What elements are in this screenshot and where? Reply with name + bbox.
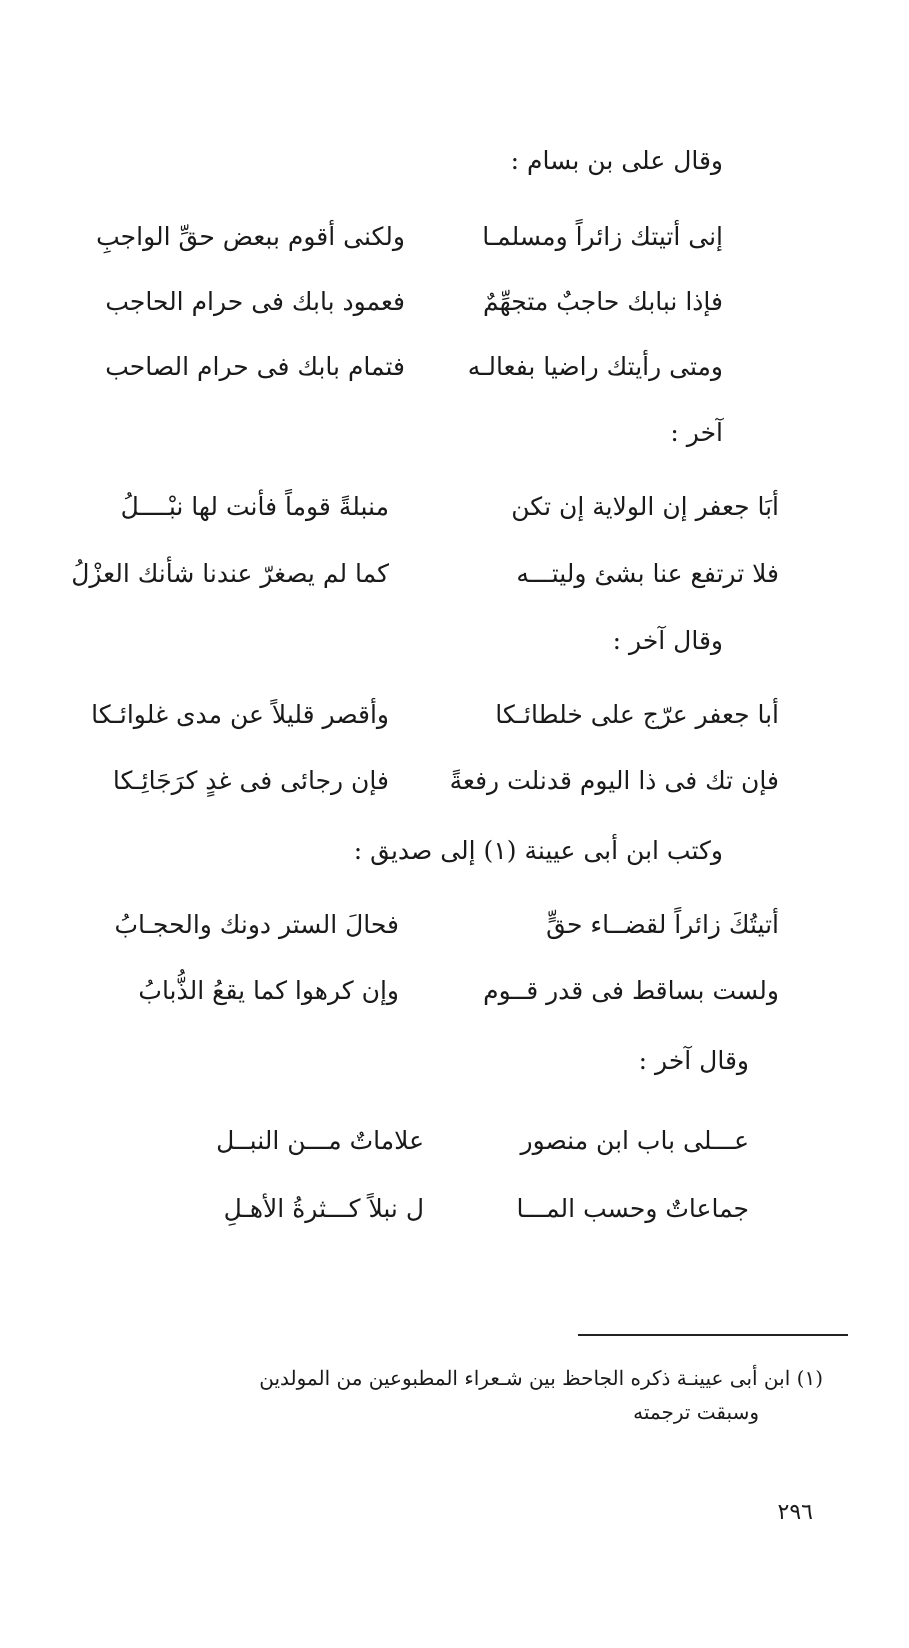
second-hemistich: فتمام بابك فى حرام الصاحب: [105, 352, 405, 381]
first-hemistich: فإذا نبابك حاجبٌ متجهِّمٌ: [483, 287, 723, 316]
first-hemistich: ومتى رأيتك راضيا بفعالـه: [467, 352, 723, 381]
poem-intro: وقال آخر :: [638, 1046, 749, 1075]
page-number: ٢٩٦: [777, 1500, 813, 1525]
second-hemistich: فإن رجائى فى غدٍ كرَجَائِـكا: [112, 766, 389, 795]
second-hemistich: وإن كرهوا كما يقعُ الذُّبابُ: [138, 976, 399, 1005]
first-hemistich: فلا ترتفع عنا بشئ وليتـــه: [516, 559, 779, 588]
second-hemistich: فحالَ الستر دونك والحجـابُ: [114, 910, 399, 939]
footnote-divider: [578, 1334, 848, 1336]
first-hemistich: أبا جعفر عرّج على خلطائـكا: [495, 700, 779, 729]
footnote-line: (١) ابن أبى عيينـة ذكره الجاحظ بين شـعراء المطبوعين من المولدين: [259, 1366, 823, 1390]
first-hemistich: عـــلى باب ابن منصور: [520, 1126, 749, 1155]
poem-intro: وكتب ابن أبى عيينة (١) إلى صديق :: [353, 836, 723, 865]
second-hemistich: فعمود بابك فى حرام الحاجب: [105, 287, 405, 316]
first-hemistich: فإن تك فى ذا اليوم قدنلت رفعةً: [449, 766, 779, 795]
first-hemistich: جماعاتٌ وحسب المـــا: [516, 1194, 749, 1223]
poem-intro: وقال على بن بسام :: [510, 146, 723, 175]
second-hemistich: منبلةً قوماً فأنت لها نبْــــلُ: [120, 492, 389, 521]
second-hemistich: ولكنى أقوم ببعض حقِّ الواجبِ: [96, 222, 405, 251]
first-hemistich: ولست بساقط فى قدر قــوم: [483, 976, 779, 1005]
second-hemistich: علاماتٌ مـــن النبــل: [216, 1126, 424, 1155]
poem-intro: وقال آخر :: [612, 626, 723, 655]
first-hemistich: أتيتُكَ زائراً لقضــاء حقٍّ: [546, 910, 779, 939]
first-hemistich: أبَا جعفر إن الولاية إن تكن: [511, 492, 779, 521]
second-hemistich: ل نبلاً كـــثرةُ الأهـلِ: [223, 1194, 424, 1223]
footnote-line: وسبقت ترجمته: [633, 1400, 759, 1424]
second-hemistich: كما لم يصغرّ عندنا شأنك العزْلُ: [71, 559, 389, 588]
second-hemistich: وأقصر قليلاً عن مدى غلوائـكا: [91, 700, 389, 729]
first-hemistich: إنى أتيتك زائراً ومسلمـا: [482, 222, 723, 251]
poem-intro: آخر :: [670, 418, 723, 447]
